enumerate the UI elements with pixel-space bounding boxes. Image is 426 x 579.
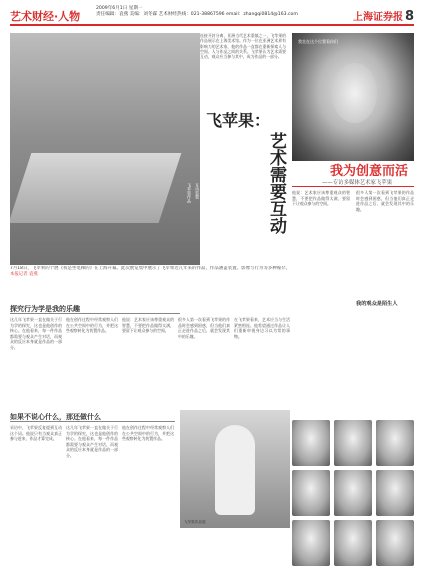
feature-subtitle: ——专访多媒体艺术家飞苹果	[322, 180, 393, 186]
column-5: 在飞苹果看来，艺术应当与生活紧密相连。他希望通过作品让人们重新审视身边习以为常的事物。	[234, 317, 290, 339]
face-photo	[334, 420, 372, 466]
artwork-photo	[180, 410, 290, 528]
installation-photo	[10, 33, 200, 265]
issue-info	[96, 6, 298, 18]
headline-vertical: 艺术需要互动	[266, 132, 286, 234]
column-1: 这几年飞苹果一直在做关于行为学的探究，这也是他创作的核心。在他看来，每一件作品都需要与观众产生对话，而观众的反应本身就是作品的一部分。	[10, 317, 62, 350]
section-heading-3: 我的观众是陌生人	[356, 301, 398, 307]
page-number: 8	[404, 9, 414, 24]
section-heading-1: 探究行为学是我的乐趣	[10, 305, 80, 313]
story-intro: 连接开封分离，亚洲当代艺术重镇之一，飞苹果的作品展示在上海美术馆。作为一位在亚洲艺术界有影响力的艺术家，他的作品一直都在重新探索人与空间、人与作品之间的关系。飞苹果认为艺术需要互动，观众应当参与其中，成为作品的一部分。	[200, 33, 286, 60]
installation-room	[10, 153, 181, 223]
artwork-figure	[215, 425, 255, 515]
artwork-caption: 飞苹果作品展	[184, 520, 206, 524]
divider	[292, 186, 414, 187]
face-photo	[376, 420, 414, 466]
column-4: 很多人第一次看到飞苹果的作品时会感到困惑，但当他们真正走进作品之后，就会发现其中的乐趣。	[178, 317, 230, 339]
issue-date: 2009年6月1日 星期一	[96, 6, 143, 11]
headline-name: 飞苹果：	[206, 111, 271, 130]
photo-caption: 飞苹果作品	[187, 183, 192, 203]
portrait-grid	[292, 420, 414, 570]
portrait-face	[332, 63, 377, 123]
face-photo	[334, 520, 372, 566]
column-7: 这几年飞苹果一直在做关于行为学的探究，这也是他创作的核心。在他看来，每一件作品都需要与观众产生对话，而观众的反应本身就是作品的一部分。	[66, 425, 118, 458]
photo-caption-secondary: 互动装置	[195, 183, 200, 199]
column-6: 采访中，飞苹果反复提到互动这个词。他说只有当观众真正参与进来，作品才算完成。	[10, 425, 62, 442]
column-8: 他在创作过程中经常观察人们在公共空间中的行为，并把这些观察转化为装置作品。	[122, 425, 174, 442]
paper-title: 上海证券报	[352, 12, 403, 23]
column-2: 他在创作过程中经常观察人们在公共空间中的行为，并把这些观察转化为装置作品。	[66, 317, 118, 334]
feature-column-1: 他说：艺术家应该尊重观众的智慧，不要把作品做得太满，要留下让观众参与的空间。	[292, 190, 350, 207]
face-photo	[292, 470, 330, 516]
section-divider-2	[10, 421, 175, 422]
section-title: 艺术财经·人物	[10, 10, 81, 23]
paper-name	[353, 8, 414, 24]
face-photo	[292, 420, 330, 466]
face-photo	[376, 520, 414, 566]
face-photo	[376, 470, 414, 516]
face-photo	[292, 520, 330, 566]
face-photo	[334, 470, 372, 516]
issue-editors: 责任编辑：袁燕 美编：刘冬霖 艺术财经热线：021-38867596 email：zhangqi0814@163.com	[96, 12, 298, 17]
section-divider-1	[10, 313, 180, 314]
portrait-quote: 我坐在这个位置看你们	[298, 39, 338, 44]
column-3: 他说：艺术家应该尊重观众的智慧，不要把作品做得太满，要留下让观众参与的空间。	[122, 317, 174, 334]
lead-text: 7月18日，飞苹果的个展《我是坐电梯的》在上海开幕。此次展览集中展示了飞苹果近几年来的作品，作品涵盖装置、影像与行为等多种媒介。	[10, 266, 290, 271]
lead-byline: 本报记者 袁燕	[10, 271, 38, 277]
section-heading-2: 如果不说心什么，那还做什么	[10, 413, 101, 421]
feature-column-2: 很多人第一次看到飞苹果的作品时会感到困惑，但当他们真正走进作品之后，就会发现其中的乐趣。	[356, 190, 414, 212]
lead-paragraph	[10, 266, 290, 301]
artist-portrait	[292, 33, 414, 161]
masthead	[10, 6, 414, 26]
feature-title: 我为创意而活	[330, 164, 409, 179]
